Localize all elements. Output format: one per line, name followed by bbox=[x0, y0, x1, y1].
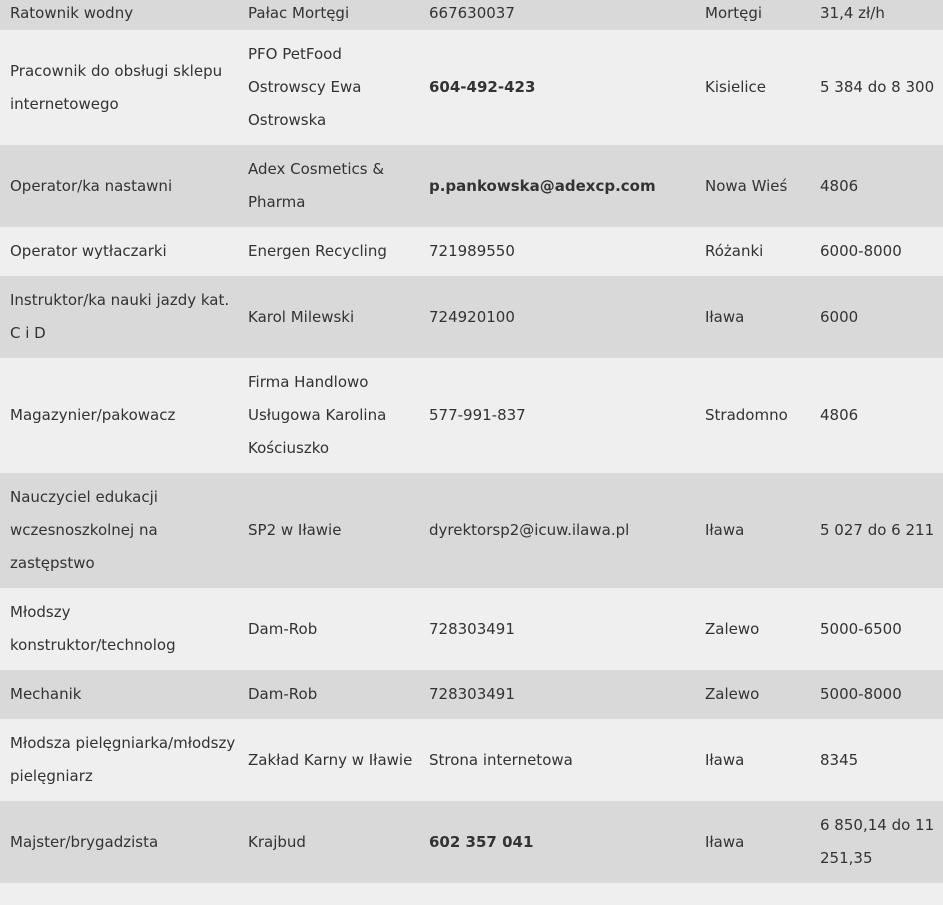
cell-employer: Zakład Karny w Iławie bbox=[248, 750, 413, 769]
cell-location: Mortęgi bbox=[705, 4, 763, 22]
cell-contact: 728303491 bbox=[429, 619, 515, 638]
cell-position: Pracownik do obsługi sklepu internetowego bbox=[10, 61, 223, 113]
cell-employer: Energen Recycling bbox=[248, 242, 387, 260]
cell-employer: Adex Cosmetics & Pharma bbox=[248, 160, 385, 211]
cell-salary: 5000-8000 bbox=[820, 685, 902, 703]
cell-position: Mechanik bbox=[10, 685, 82, 703]
cell-salary: 6000 bbox=[820, 307, 859, 326]
cell-position: Instruktor/ka nauki jazdy kat. C i D bbox=[10, 291, 230, 342]
cell-location: Iława bbox=[705, 832, 745, 851]
cell-position: Młodsza pielęgniarka/młodszy pielęgniarz bbox=[10, 734, 236, 785]
cell-salary: 6 850,14 do 11 251,35 bbox=[820, 816, 935, 867]
cell-salary: 5 384 do 8 300 bbox=[820, 78, 935, 96]
cell-location: Różanki bbox=[705, 242, 764, 260]
cell-position: Ratownik wodny bbox=[10, 4, 134, 22]
cell-location: Zalewo bbox=[705, 619, 760, 638]
cell-location: Iława bbox=[705, 521, 745, 539]
table-row bbox=[0, 588, 943, 670]
table-row bbox=[0, 670, 943, 719]
cell-salary: 5 027 do 6 211 bbox=[820, 521, 935, 539]
cell-position: Operator/ka nastawni bbox=[10, 176, 173, 195]
cell-contact[interactable]: Strona internetowa bbox=[429, 750, 573, 769]
table-row bbox=[0, 473, 943, 588]
cell-contact: 604-492-423 bbox=[429, 78, 536, 96]
cell-contact: 602 357 041 bbox=[429, 832, 534, 851]
cell-contact: 724920100 bbox=[429, 307, 515, 326]
cell-contact: 721989550 bbox=[429, 242, 515, 260]
cell-employer: Firma Handlowo Usługowa Karolina Kościuszko bbox=[248, 373, 387, 457]
cell-employer: Pałac Mortęgi bbox=[248, 4, 350, 22]
cell-location: Stradomno bbox=[705, 406, 788, 424]
cell-salary: 4806 bbox=[820, 406, 859, 424]
cell-employer: Karol Milewski bbox=[248, 307, 355, 326]
cell-position: Młodszy konstruktor/technolog bbox=[10, 603, 176, 654]
table-row bbox=[0, 227, 943, 276]
cell-location: Kisielice bbox=[705, 78, 767, 96]
table-row bbox=[0, 30, 943, 145]
cell-employer: SP2 w Iławie bbox=[248, 521, 342, 539]
cell-employer: Dam-Rob bbox=[248, 619, 318, 638]
cell-position: Majster/brygadzista bbox=[10, 832, 159, 851]
cell-contact: 667630037 bbox=[429, 4, 515, 22]
table-row bbox=[0, 719, 943, 801]
table-row bbox=[0, 801, 943, 883]
cell-employer: PFO PetFood Ostrowscy Ewa Ostrowska bbox=[248, 45, 362, 129]
table-row bbox=[0, 145, 943, 227]
cell-location: Nowa Wieś bbox=[705, 176, 788, 195]
cell-location: Iława bbox=[705, 750, 745, 769]
cell-employer: Krajbud bbox=[248, 832, 306, 851]
table-row bbox=[0, 0, 943, 30]
cell-contact: dyrektorsp2@icuw.ilawa.pl bbox=[429, 521, 630, 539]
cell-contact: 728303491 bbox=[429, 685, 515, 703]
cell-salary: 31,4 zł/h bbox=[820, 4, 885, 22]
cell-position: Operator wytłaczarki bbox=[10, 242, 167, 260]
cell-salary: 5000-6500 bbox=[820, 619, 902, 638]
cell-salary: 8345 bbox=[820, 750, 859, 769]
cell-location: Iława bbox=[705, 307, 745, 326]
cell-position: Magazynier/pakowacz bbox=[10, 406, 176, 424]
cell-location: Zalewo bbox=[705, 685, 760, 703]
cell-salary: 4806 bbox=[820, 176, 859, 195]
cell-contact: p.pankowska@adexcp.com bbox=[429, 176, 656, 195]
table-row bbox=[0, 276, 943, 358]
cell-employer: Dam-Rob bbox=[248, 685, 318, 703]
cell-contact: 577-991-837 bbox=[429, 406, 526, 424]
cell-salary: 6000-8000 bbox=[820, 242, 902, 260]
cell-position: Nauczyciel edukacji wczesnoszkolnej na zastępstwo bbox=[10, 488, 158, 572]
table-row bbox=[0, 358, 943, 473]
